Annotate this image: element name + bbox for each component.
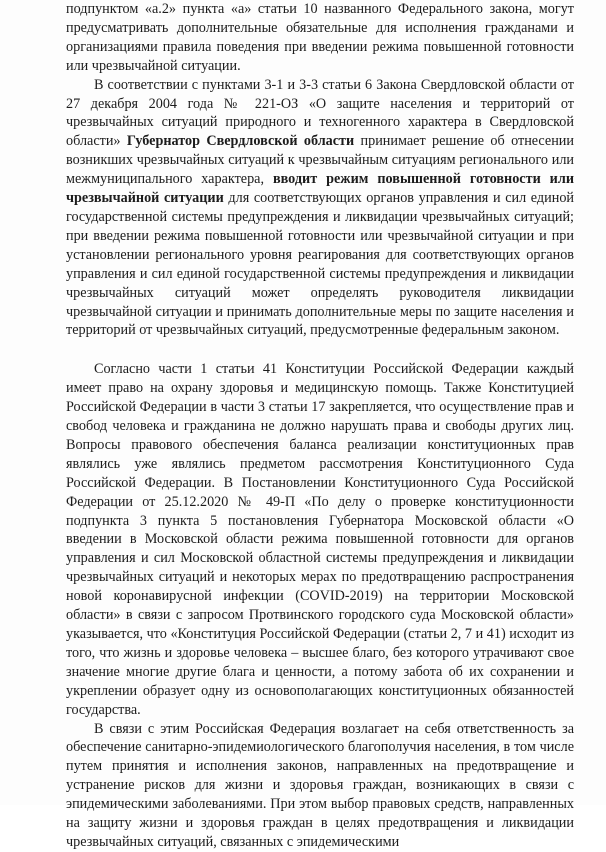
paragraph-2 xyxy=(66,76,574,341)
paragraph-2-bold-2: вводит режим повышенной готовности или чрезвычайной ситуации xyxy=(66,171,574,207)
paragraph-3: Согласно части 1 статьи 41 Конституции Российской Федерации каждый имеет право на охрану здоровья и медицинскую помощь. Также Конституцией Российской Федерации в части 3 статьи 17 закрепляется, что осуществление прав и свобод человека и гражданина не должно нарушать права и свободы других лиц. Вопросы правового обеспечения баланса реализации конституционных прав являлись уже являлись предметом рассмотрения Конституционного Суда Российской Федерации. В Постановлении Конституционного Суда Российской Федерации от 25.12.2020 № 49-П «По делу о проверке конституционности подпункта 3 пункта 5 постановления Губернатора Московской области «О введении в Московской области режима повышенной готовности для органов управления и сил Московской областной системы предупреждения и ликвидации чрезвычайных ситуаций и некоторых мерах по предотвращению распространения новой коронавирусной инфекции (COVID-2019) на территории Московской области» в связи с запросом Протвинского городского суда Московской области» указывается, что «Конституция Российской Федерации (статьи 2, 7 и 41) исходит из того, что жизнь и здоровье человека – высшее благо, без которого утрачивают свое значение многие другие блага и ценности, а потому забота об их сохранении и укреплении образует одну из основополагающих конституционных обязанностей государства. xyxy=(66,361,574,718)
paragraph-1: подпунктом «а.2» пункта «а» статьи 10 названного Федерального закона, могут предусматривать дополнительные обязательные для исполнения гражданами и организациями правила поведения при введении режима повышенной готовности или чрезвычайной ситуации. xyxy=(66,1,574,74)
paragraph-2-text-1: В соответствии с пунктами 3-1 и 3-3 статьи 6 Закона Свердловской области от 27 декабря 2004 года № 221-ОЗ «О защите населения и территорий от чрезвычайных ситуаций природного и техногенного характера в Свердловской области» xyxy=(66,76,574,150)
document-body xyxy=(66,0,574,852)
paragraph-gap xyxy=(66,340,574,360)
paragraph-4: В связи с этим Российская Федерация возлагает на себя ответственность за обеспечение санитарно-эпидемиологического благополучия населения, в том числе путем принятия и исполнения законов, направленных на предотвращение и устранение рисков для жизни и здоровья граждан, возникающих в связи с эпидемическими заболеваниями. При этом выбор правовых средств, направленных на защиту жизни и здоровья граждан в целях предотвращения и ликвидации чрезвычайных ситуаций, связанных с эпидемическими xyxy=(66,720,574,850)
paragraph-2-text-3: для соответствующих органов управления и сил единой государственной системы предупреждения и ликвидации чрезвычайных ситуаций; при введении режима повышенной готовности или чрезвычайной ситуации и при установлении регионального уровня реагирования для соответствующих органов управления и сил единой государственной системы предупреждения и ликвидации чрезвычайных ситуаций может определять руководителя ликвидации чрезвычайной ситуации и принимать дополнительные меры по защите населения и территорий от чрезвычайных ситуаций, предусмотренные федеральным законом. xyxy=(66,190,574,339)
paragraph-2-text-2: принимает решение об отнесении возникших чрезвычайных ситуаций к чрезвычайным ситуациям регионального или межмуниципального характера, xyxy=(66,133,574,188)
paragraph-2-bold-1: Губернатор Свердловской области xyxy=(126,133,355,150)
